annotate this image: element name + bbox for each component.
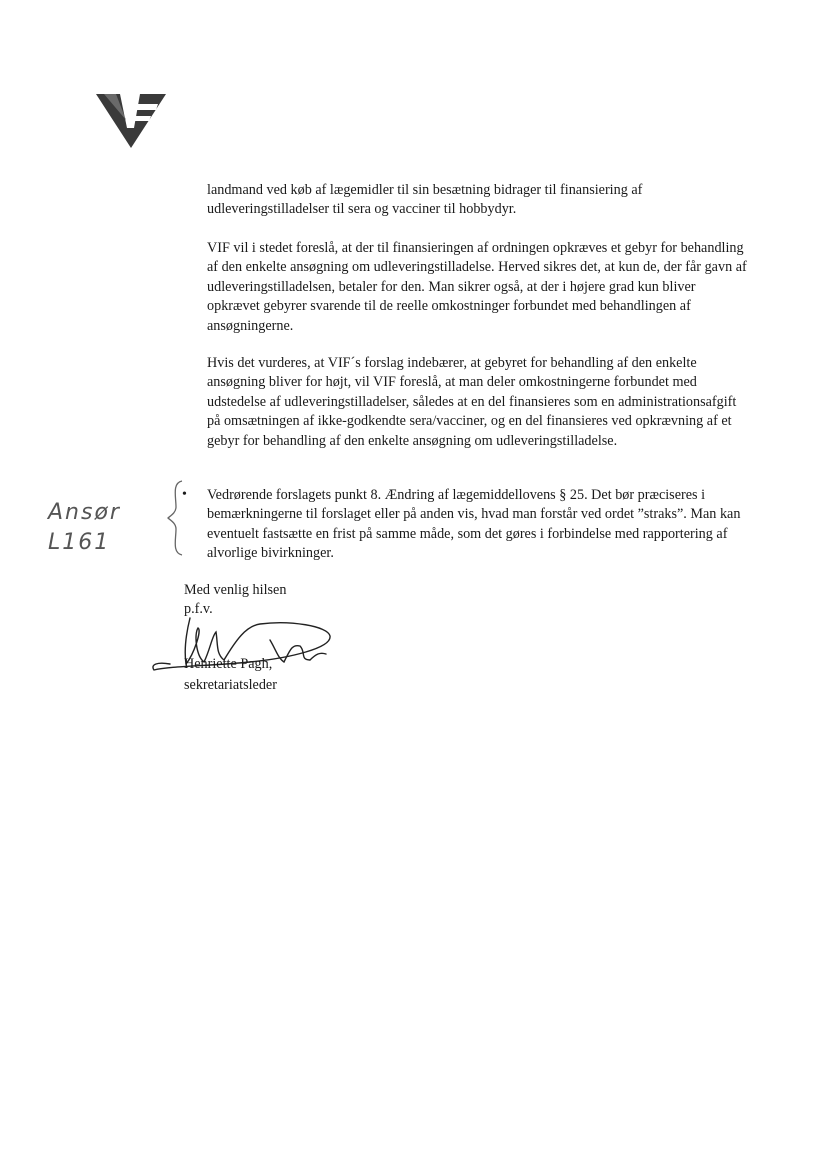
body-paragraph-bullet: Vedrørende forslagets punkt 8. Ændring af lægemiddellovens § 25. Det bør præciseres i bemærkningerne til forslaget eller på anden vis, hvad man forstår ved ordet ”straks”. Man kan eventuelt fastsætte en frist på samme måde, som det gøres i forbindelse med rapportering af alvorlige bivirkninger. [207,487,741,562]
margin-note-line-1: Ansør [48,500,121,525]
margin-note-line-2: L161 [48,530,111,555]
body-paragraph-1: landmand ved køb af lægemidler til sin besætning bidrager til finansiering af udleveringstilladelser til sera og vacciner til hobbydyr. [207,182,643,218]
body-paragraph-2: VIF vil i stedet foreslå, at der til finansieringen af ordningen opkræves et gebyr for behandling af den enkelte ansøgning om udleveringstilladelse. Herved sikres det, at kun de, der får gavn af udleveringstilladelsen, betaler for den. Man sikrer også, at der i højere grad kun bliver opkrævet gebyrer svarende til de reelle omkostninger forbundet med behandlingen af ansøgningerne. [207,240,747,334]
bullet-icon: • [182,487,187,502]
signatory-name: Henriette Pagh, [184,656,273,672]
closing-greeting: Med venlig hilsen [184,582,287,598]
handwritten-margin-note [48,498,128,558]
body-paragraph-3: Hvis det vurderes, at VIF´s forslag indebærer, at gebyret for behandling af den enkelte ansøgning bliver for højt, vil VIF foreslå, at man deler omkostningerne forbundet med udstedelse af udleveringstilladelser, således at en del finansieres som en administrationsafgift på omsætningen af ikke-godkendte sera/vacciner, og en del finansieres ved opkrævning af et gebyr for behandling af den enkelte ansøgning om udleveringstilladelse. [207,355,737,449]
closing-pfv: p.f.v. [184,601,213,617]
signatory-title: sekretariatsleder [184,677,277,693]
vif-logo-icon [96,94,166,148]
